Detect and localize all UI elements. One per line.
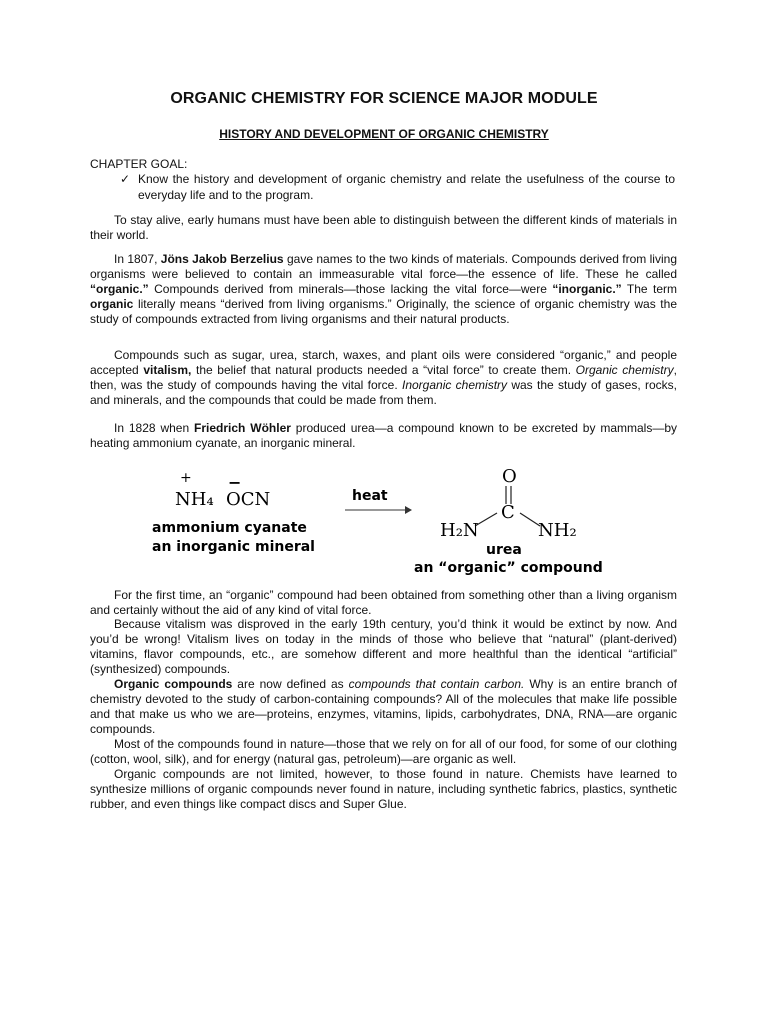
cation-charge: + [180, 470, 192, 486]
paragraph-berzelius: In 1807, Jöns Jakob Berzelius gave names to the two kinds of materials. Compounds derived from living organisms were believed to contain an immeasurable vital force—the essence of life. These he called “organic.” Compounds derived from minerals—those lacking the vital force—were “inorganic.” The term organic literally means “derived from living organisms.” Originally, the science of organic chemistry was the study of compounds extracted from living organisms and their natural products. [90, 252, 677, 326]
name-berzelius: Jöns Jakob Berzelius [160, 252, 284, 266]
urea-synthesis-figure [140, 460, 620, 580]
term-organic-compounds: Organic compounds [114, 677, 233, 691]
name-wohler: Friedrich Wöhler [194, 421, 291, 435]
chapter-goal-item [120, 171, 675, 203]
product-name: urea [486, 542, 522, 558]
paragraph-wohler: In 1828 when Friedrich Wöhler produced urea—a compound known to be excreted by mammals—by heating ammonium cyanate, an inorganic mineral. [90, 421, 677, 450]
reactant-name: ammonium cyanate [152, 520, 307, 536]
chapter-goal-label: CHAPTER GOAL: [90, 157, 188, 171]
urea-right-amine: NH₂ [538, 520, 577, 541]
paragraph-vitalism: Compounds such as sugar, urea, starch, waxes, and plant oils were considered “organic,” and people accepted vitalism, the belief that natural products needed a “vital force” to create them. Organic chemistry, then, was the study of compounds having the vital force. Inorganic chemistry was the study of gases, rocks, and minerals, and the compounds that could be made from them. [90, 348, 677, 407]
paragraph-first-time: For the first time, an “organic” compound had been obtained from something other than a living organism and certainly without the aid of any kind of vital force. [90, 588, 677, 617]
product-description: an “organic” compound [414, 560, 603, 576]
section-title: HISTORY AND DEVELOPMENT OF ORGANIC CHEMISTRY [219, 127, 549, 141]
reactant-cation: NH₄ [175, 489, 214, 510]
paragraph-organic-compounds: Organic compounds are now defined as compounds that contain carbon. Why is an entire branch of chemistry devoted to the study of carbon-containing compounds? All of the molecules that make life possible and that make us who we are—proteins, enzymes, vitamins, lipids, carbohydrates, DNA, RNA—are organic compounds. [90, 677, 677, 736]
anion-charge: − [228, 473, 242, 492]
bond-c-n-right [520, 513, 540, 526]
reaction-arrowhead [405, 506, 412, 514]
reaction-condition: heat [352, 488, 388, 504]
paragraph-nature: Most of the compounds found in nature—those that we rely on for all of our food, for some of our clothing (cotton, wool, silk), and for energy (natural gas, petroleum)—are organic as well. [90, 737, 677, 766]
checkmark-icon: ✓ [120, 172, 131, 186]
paragraph-synthesis: Organic compounds are not limited, however, to those found in nature. Chemists have learned to synthesize millions of organic compounds never found in nature, including synthetic fabrics, plastics, synthetic rubber, and even things like compact discs and Super Glue. [90, 767, 677, 811]
term-vitalism: vitalism, [143, 363, 192, 377]
paragraph-early-humans: To stay alive, early humans must have been able to distinguish between the different kinds of materials in their world. [90, 213, 677, 242]
reactant-anion: OCN [226, 489, 271, 510]
paragraph-vitalism-today: Because vitalism was disproved in the early 19th century, you’d think it would be extinct by now. And you’d be wrong! Vitalism lives on today in the minds of those who believe that “natural” (plant-derived) vitamins, flavor compounds, etc., are somehow different and more healthful than the identical “artificial” (synthesized) compounds. [90, 617, 677, 676]
chapter-goal-text: Know the history and development of organic chemistry and relate the usefulness of the course to everyday life and to the program. [138, 172, 675, 202]
urea-carbon: C [501, 502, 515, 523]
page-title: ORGANIC CHEMISTRY FOR SCIENCE MAJOR MODULE [170, 90, 598, 107]
reactant-description: an inorganic mineral [152, 539, 315, 555]
urea-oxygen: O [502, 466, 517, 487]
urea-left-amine: H₂N [440, 520, 479, 541]
